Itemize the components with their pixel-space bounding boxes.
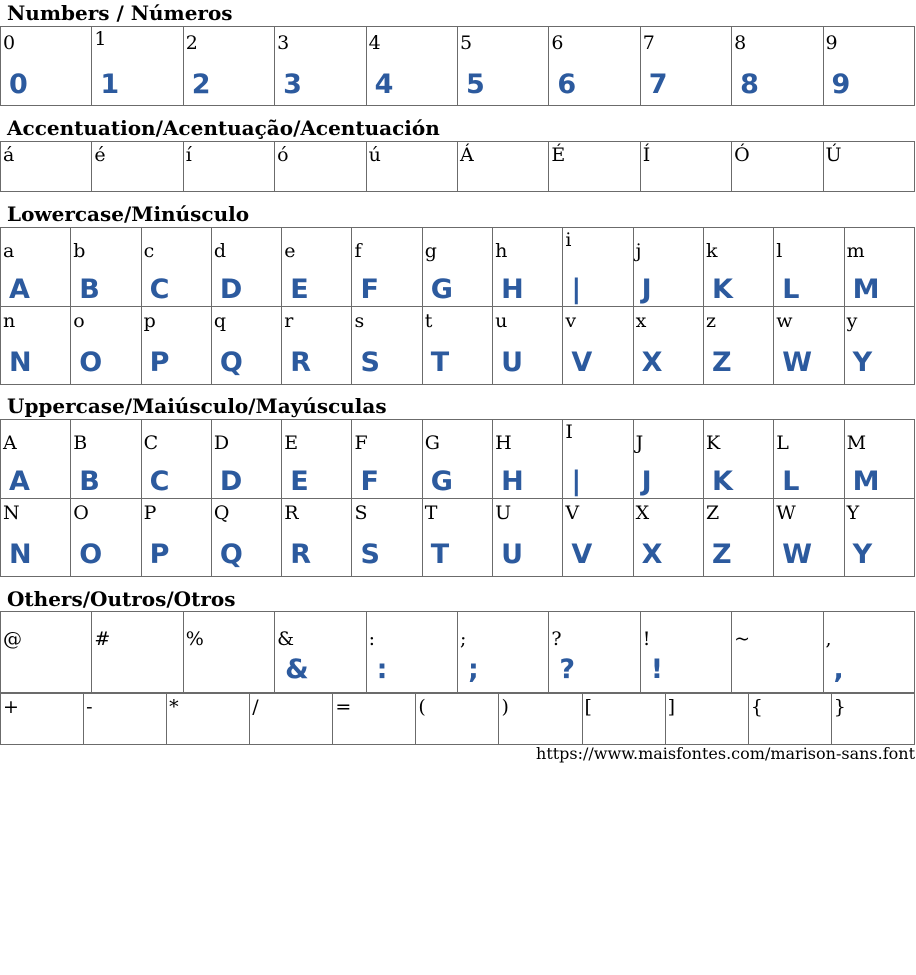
glyph-label: D <box>213 432 230 454</box>
glyph-cell <box>844 498 914 577</box>
glyph-cell <box>457 27 548 106</box>
glyph-sample: Y <box>852 538 873 570</box>
glyph-sample: C <box>149 274 170 305</box>
glyph-label: q <box>213 309 227 332</box>
glyph-sample: : <box>376 654 388 685</box>
glyph-label: + <box>3 696 19 718</box>
glyph-cell <box>549 27 640 106</box>
glyph-sample: 7 <box>648 69 668 100</box>
glyph-cell <box>732 27 823 106</box>
glyph-sample: B <box>79 466 100 497</box>
glyph-cell <box>774 228 844 307</box>
glyph-cell <box>275 142 366 192</box>
source-url: https://www.maisfontes.com/marison-sans.font <box>536 744 915 763</box>
glyph-label: g <box>424 240 437 262</box>
glyph-sample: J <box>641 466 652 497</box>
glyph-cell <box>823 612 914 693</box>
glyph-label: [ <box>584 696 592 718</box>
glyph-label: é <box>94 144 106 166</box>
glyph-label: @ <box>3 628 22 650</box>
glyph-cell <box>84 694 167 745</box>
glyph-sample: N <box>9 538 32 570</box>
glyph-cell <box>352 228 422 307</box>
section-title-accents: Accentuation/Acentuação/Acentuación <box>7 116 440 140</box>
glyph-label: # <box>94 628 111 650</box>
glyph-label: Y <box>846 501 860 524</box>
glyph-label: % <box>185 628 204 650</box>
glyph-sample: Z <box>711 346 732 378</box>
glyph-label: k <box>705 240 718 262</box>
glyph-label: l <box>776 240 783 262</box>
glyph-sample: 9 <box>831 69 851 100</box>
glyph-label: i <box>565 229 572 251</box>
glyph-label: Ú <box>825 144 842 166</box>
glyph-cell <box>71 228 141 307</box>
glyph-cell <box>92 142 183 192</box>
glyph-label: ; <box>459 628 467 650</box>
glyph-sample: G <box>430 274 453 305</box>
glyph-cell <box>457 612 548 693</box>
glyph-sample: F <box>360 466 379 497</box>
glyph-cell <box>823 142 914 192</box>
glyph-label: o <box>73 309 85 332</box>
glyph-sample: H <box>501 466 524 497</box>
glyph-cell <box>211 420 281 499</box>
glyph-cell <box>633 228 703 307</box>
glyph-sample: P <box>149 538 170 570</box>
glyph-sample: U <box>501 346 524 378</box>
glyph-cell <box>831 694 914 745</box>
glyph-label: N <box>3 501 20 524</box>
glyph-sample: | <box>571 274 582 305</box>
glyph-label: 3 <box>277 32 290 54</box>
glyph-label: G <box>424 432 440 454</box>
glyph-sample: ? <box>559 654 576 685</box>
glyph-label: 7 <box>642 32 655 54</box>
glyph-label: w <box>776 309 793 332</box>
glyph-cell <box>732 142 823 192</box>
section-title-others: Others/Outros/Otros <box>7 587 236 611</box>
glyph-label: ? <box>551 628 562 650</box>
glyph-label: j <box>635 240 642 262</box>
glyph-sample: W <box>782 538 813 570</box>
glyph-cell <box>71 420 141 499</box>
glyph-label: í <box>185 144 192 166</box>
glyph-cell <box>549 142 640 192</box>
glyph-cell <box>1 27 92 106</box>
glyph-label: A <box>3 432 17 454</box>
glyph-cell <box>844 228 914 307</box>
accents-table <box>0 141 915 192</box>
glyph-sample: D <box>219 466 243 497</box>
glyph-label: / <box>252 696 259 718</box>
glyph-cell <box>282 420 352 499</box>
glyph-cell <box>183 612 274 693</box>
glyph-cell <box>1 612 92 693</box>
glyph-label: W <box>776 501 796 524</box>
glyph-label: { <box>750 696 763 718</box>
glyph-cell <box>422 306 492 385</box>
others-symbols-table <box>0 693 915 745</box>
glyph-cell <box>1 694 84 745</box>
glyph-label: á <box>3 144 15 166</box>
glyph-cell <box>493 420 563 499</box>
glyph-label: 0 <box>3 32 16 54</box>
glyph-cell <box>493 306 563 385</box>
glyph-label: y <box>846 309 858 332</box>
glyph-cell <box>732 612 823 693</box>
glyph-cell <box>71 306 141 385</box>
glyph-label: : <box>368 628 375 650</box>
glyph-label: U <box>495 501 512 524</box>
glyph-cell <box>352 306 422 385</box>
glyph-sample: ; <box>467 654 479 685</box>
glyph-sample: E <box>290 274 309 305</box>
glyph-cell <box>92 612 183 693</box>
glyph-label: 4 <box>368 32 381 54</box>
glyph-sample: R <box>290 346 311 378</box>
glyph-sample: O <box>79 538 103 570</box>
glyph-label: * <box>169 696 179 718</box>
glyph-label: 1 <box>94 28 107 50</box>
glyph-cell <box>823 27 914 106</box>
glyph-sample: D <box>219 274 243 305</box>
glyph-sample: 5 <box>465 69 485 100</box>
glyph-label: u <box>495 309 508 332</box>
glyph-label: Ó <box>734 144 750 166</box>
glyph-cell <box>499 694 582 745</box>
glyph-cell <box>563 498 633 577</box>
glyph-cell <box>493 228 563 307</box>
glyph-cell <box>774 306 844 385</box>
glyph-label: f <box>354 240 362 262</box>
glyph-label: x <box>635 309 647 332</box>
glyph-cell <box>275 27 366 106</box>
glyph-label: 8 <box>734 32 747 54</box>
glyph-cell <box>250 694 333 745</box>
glyph-cell <box>703 420 773 499</box>
glyph-label: ó <box>277 144 289 166</box>
glyph-cell <box>1 142 92 192</box>
glyph-label: } <box>833 696 846 718</box>
glyph-sample: Q <box>219 346 243 378</box>
glyph-cell <box>844 420 914 499</box>
glyph-sample: V <box>571 346 593 378</box>
glyph-label: Z <box>705 501 720 524</box>
glyph-cell <box>844 306 914 385</box>
glyph-sample: T <box>430 538 450 570</box>
glyph-sample: & <box>285 654 309 685</box>
glyph-cell <box>282 228 352 307</box>
glyph-sample: | <box>571 466 582 497</box>
glyph-cell <box>665 694 748 745</box>
glyph-label: ~ <box>734 628 751 650</box>
glyph-label: É <box>551 144 566 166</box>
glyph-cell <box>457 142 548 192</box>
glyph-cell <box>774 420 844 499</box>
glyph-sample: H <box>501 274 524 305</box>
glyph-cell <box>774 498 844 577</box>
glyph-cell <box>1 306 71 385</box>
glyph-cell <box>141 306 211 385</box>
glyph-label: a <box>3 240 15 262</box>
glyph-label: d <box>213 240 227 262</box>
glyph-sample: K <box>711 466 733 497</box>
glyph-cell <box>333 694 416 745</box>
glyph-label: ] <box>667 696 676 718</box>
others-table <box>0 611 915 693</box>
glyph-label: = <box>335 696 352 718</box>
glyph-sample: Y <box>852 346 873 378</box>
glyph-label: 5 <box>459 32 473 54</box>
glyph-cell <box>71 498 141 577</box>
glyph-cell <box>141 420 211 499</box>
glyph-label: 9 <box>825 32 838 54</box>
glyph-sample: N <box>9 346 32 378</box>
glyph-cell <box>1 420 71 499</box>
glyph-cell <box>183 27 274 106</box>
glyph-sample: 0 <box>9 69 28 100</box>
glyph-label: C <box>143 432 159 454</box>
glyph-label: m <box>846 240 865 262</box>
section-title-numbers: Numbers / Números <box>7 1 233 25</box>
glyph-sample: 3 <box>283 69 302 100</box>
glyph-label: H <box>495 432 512 454</box>
glyph-cell <box>422 228 492 307</box>
glyph-cell <box>582 694 665 745</box>
glyph-cell <box>1 498 71 577</box>
glyph-cell <box>416 694 499 745</box>
glyph-sample: A <box>9 466 30 497</box>
glyph-cell <box>493 498 563 577</box>
glyph-sample: X <box>641 346 663 378</box>
glyph-label: e <box>284 240 296 262</box>
glyph-cell <box>366 612 457 693</box>
glyph-sample: K <box>711 274 733 305</box>
glyph-sample: E <box>290 466 309 497</box>
glyph-label: ( <box>418 696 426 718</box>
glyph-label: K <box>705 432 721 454</box>
glyph-label: J <box>635 432 644 454</box>
glyph-cell <box>703 498 773 577</box>
glyph-cell <box>141 498 211 577</box>
glyph-label: I <box>565 421 573 443</box>
glyph-sample: C <box>149 466 170 497</box>
glyph-sample: U <box>501 538 524 570</box>
glyph-label: b <box>73 240 86 262</box>
glyph-sample: 4 <box>374 69 394 100</box>
glyph-sample: 2 <box>191 69 211 100</box>
glyph-label: Á <box>459 144 474 166</box>
glyph-label: T <box>424 501 438 524</box>
glyph-label: c <box>143 240 155 262</box>
glyph-sample: 8 <box>740 69 759 100</box>
glyph-cell <box>633 306 703 385</box>
glyph-label: X <box>635 501 650 524</box>
glyph-label: V <box>565 501 580 524</box>
glyph-label: ) <box>501 696 509 718</box>
glyph-label: S <box>354 501 368 524</box>
section-title-uppercase: Uppercase/Maiúsculo/Mayúsculas <box>7 394 387 418</box>
glyph-cell <box>633 420 703 499</box>
glyph-sample: V <box>571 538 593 570</box>
glyph-sample: M <box>852 274 880 305</box>
glyph-label: p <box>143 309 156 332</box>
glyph-label: F <box>354 432 368 454</box>
glyph-sample: M <box>852 466 880 497</box>
glyph-cell <box>183 142 274 192</box>
glyph-sample: P <box>149 346 170 378</box>
glyph-label: r <box>284 309 294 332</box>
glyph-cell <box>1 228 71 307</box>
glyph-sample: G <box>430 466 453 497</box>
glyph-label: - <box>86 696 93 718</box>
glyph-cell <box>141 228 211 307</box>
glyph-label: & <box>277 628 295 650</box>
glyph-label: 2 <box>185 32 198 54</box>
glyph-cell <box>640 142 731 192</box>
glyph-cell <box>422 498 492 577</box>
glyph-cell <box>640 27 731 106</box>
glyph-sample: Z <box>711 538 732 570</box>
glyph-label: R <box>284 501 299 524</box>
glyph-sample: 6 <box>557 69 577 100</box>
glyph-sample: L <box>782 466 800 497</box>
glyph-sample: A <box>9 274 30 305</box>
glyph-cell <box>352 498 422 577</box>
glyph-sample: , <box>833 654 844 685</box>
glyph-cell <box>211 498 281 577</box>
glyph-label: Q <box>213 501 230 524</box>
glyph-cell <box>92 27 183 106</box>
section-title-lowercase: Lowercase/Minúsculo <box>7 202 250 226</box>
glyph-label: n <box>3 309 16 332</box>
glyph-label: 6 <box>551 32 564 54</box>
glyph-sample: R <box>290 538 311 570</box>
glyph-label: M <box>846 432 867 454</box>
glyph-label: t <box>424 309 433 332</box>
glyph-sample: J <box>641 274 652 305</box>
glyph-label: s <box>354 309 365 332</box>
glyph-label: B <box>73 432 88 454</box>
glyph-label: E <box>284 432 299 454</box>
glyph-cell <box>748 694 831 745</box>
glyph-sample: L <box>782 274 800 305</box>
glyph-cell <box>282 306 352 385</box>
glyph-sample: W <box>782 346 813 378</box>
glyph-label: O <box>73 501 89 524</box>
glyph-sample: X <box>641 538 663 570</box>
glyph-cell <box>422 420 492 499</box>
glyph-cell <box>563 420 633 499</box>
glyph-cell <box>640 612 731 693</box>
uppercase-table <box>0 419 915 577</box>
glyph-cell <box>703 228 773 307</box>
numbers-table <box>0 26 915 106</box>
glyph-cell <box>167 694 250 745</box>
glyph-cell <box>366 142 457 192</box>
glyph-cell <box>211 306 281 385</box>
glyph-cell <box>563 228 633 307</box>
glyph-cell <box>549 612 640 693</box>
glyph-label: h <box>495 240 508 262</box>
glyph-label: P <box>143 501 157 524</box>
glyph-cell <box>563 306 633 385</box>
glyph-sample: ! <box>650 654 664 685</box>
glyph-label: v <box>565 309 577 332</box>
glyph-label: Í <box>642 144 651 166</box>
glyph-sample: T <box>430 346 450 378</box>
glyph-label: z <box>705 309 716 332</box>
glyph-label: ú <box>368 144 381 166</box>
glyph-sample: F <box>360 274 379 305</box>
glyph-cell <box>352 420 422 499</box>
glyph-sample: 1 <box>100 69 120 100</box>
glyph-label: L <box>776 432 789 454</box>
lowercase-table <box>0 227 915 385</box>
glyph-sample: Q <box>219 538 243 570</box>
glyph-cell <box>282 498 352 577</box>
glyph-sample: S <box>360 346 380 378</box>
glyph-sample: O <box>79 346 103 378</box>
glyph-cell <box>633 498 703 577</box>
glyph-sample: B <box>79 274 100 305</box>
glyph-label: , <box>825 628 832 650</box>
glyph-cell <box>703 306 773 385</box>
glyph-cell <box>275 612 366 693</box>
glyph-label: ! <box>642 628 651 650</box>
glyph-cell <box>366 27 457 106</box>
glyph-cell <box>211 228 281 307</box>
glyph-sample: S <box>360 538 380 570</box>
